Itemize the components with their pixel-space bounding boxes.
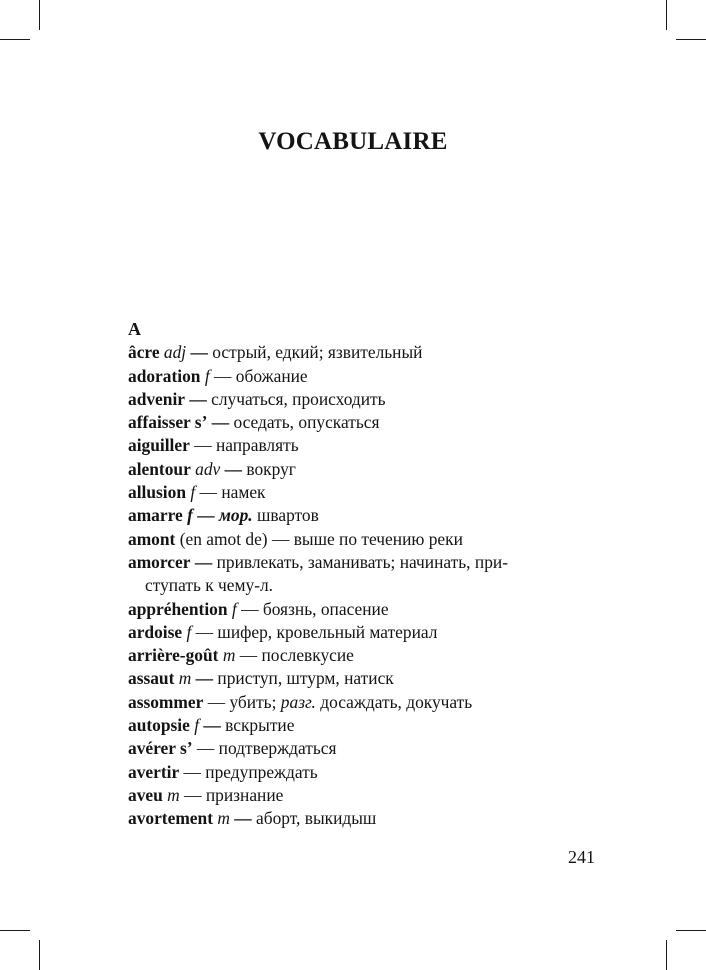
entry-definition: оседать, опускаться bbox=[233, 412, 380, 433]
entry-headword: arrière-goût bbox=[128, 645, 219, 666]
entry-grammar: m bbox=[178, 668, 192, 689]
entry-headword: affaisser s’ bbox=[128, 412, 208, 433]
entry-definition: вокруг bbox=[246, 458, 296, 479]
entry-headword: amont bbox=[128, 528, 176, 549]
entry-headword: avertir bbox=[128, 761, 180, 782]
crop-mark bbox=[666, 0, 667, 30]
entry-definition: подтверждаться bbox=[218, 738, 337, 759]
vocabulary-entry bbox=[128, 528, 588, 551]
vocabulary-entry bbox=[128, 504, 588, 527]
crop-mark bbox=[676, 930, 706, 931]
entry-headword: assaut bbox=[128, 668, 175, 689]
entry-dash: — bbox=[194, 551, 213, 572]
entry-headword: avortement bbox=[128, 808, 213, 829]
entry-headword: allusion bbox=[128, 482, 186, 503]
crop-mark bbox=[0, 930, 30, 931]
vocabulary-entry bbox=[128, 411, 588, 434]
vocabulary-entry bbox=[128, 598, 588, 621]
vocabulary-list bbox=[128, 318, 588, 831]
entry-grammar: f bbox=[190, 482, 196, 503]
entry-definition: шифер, кровельный материал bbox=[217, 621, 438, 642]
entry-grammar: f bbox=[187, 505, 193, 526]
entry-headword: âcre bbox=[128, 342, 160, 363]
crop-mark bbox=[39, 0, 40, 30]
vocabulary-entry bbox=[128, 667, 588, 690]
entry-definition: выше по течению реки bbox=[293, 528, 463, 549]
entry-headword: avérer s’ bbox=[128, 738, 193, 759]
vocabulary-entry bbox=[128, 691, 588, 714]
entry-dash: — bbox=[199, 482, 217, 503]
vocabulary-entry bbox=[128, 365, 588, 388]
entry-dash: — bbox=[271, 528, 290, 549]
vocabulary-entry bbox=[128, 621, 588, 644]
entry-grammar: f bbox=[194, 715, 200, 736]
entry-definition: убить; разг. досаждать, докучать bbox=[229, 691, 473, 712]
page-number: 241 bbox=[568, 847, 595, 867]
vocabulary-entry bbox=[128, 737, 588, 760]
entry-definition: привлекать, заманивать; начинать, при- bbox=[216, 551, 508, 572]
entry-dash: — bbox=[196, 738, 215, 759]
entry-definition: острый, едкий; язвительный bbox=[212, 342, 423, 363]
entry-definition: мор. швартов bbox=[219, 505, 319, 526]
entry-dash: — bbox=[184, 784, 202, 805]
crop-mark bbox=[666, 940, 667, 970]
entry-container bbox=[128, 341, 588, 830]
vocabulary-entry bbox=[128, 434, 588, 457]
entry-definition: приступ, штурм, натиск bbox=[217, 668, 394, 689]
entry-definition: предупреждать bbox=[205, 761, 318, 782]
entry-dash: — bbox=[207, 691, 226, 712]
usage-label: мор. bbox=[219, 505, 253, 526]
entry-dash: — bbox=[234, 808, 252, 829]
entry-grammar: adv bbox=[195, 458, 221, 479]
entry-definition: вскрытие bbox=[225, 715, 295, 736]
entry-dash: — bbox=[203, 715, 221, 736]
entry-dash: — bbox=[195, 668, 214, 689]
entry-headword: amorcer bbox=[128, 551, 191, 572]
entry-headword: advenir bbox=[128, 388, 186, 409]
entry-headword: aiguiller bbox=[128, 435, 190, 456]
page-title: VOCABULAIRE bbox=[258, 128, 448, 155]
entry-headword: alentour bbox=[128, 458, 191, 479]
entry-definition: послевкусие bbox=[261, 645, 354, 666]
entry-definition: боязнь, опасение bbox=[262, 598, 389, 619]
entry-definition: аборт, выкидыш bbox=[256, 808, 377, 829]
entry-dash: — bbox=[195, 621, 214, 642]
entry-dash: — bbox=[241, 598, 259, 619]
entry-dash: — bbox=[211, 412, 230, 433]
entry-grammar: f bbox=[186, 621, 192, 642]
entry-dash: — bbox=[214, 365, 232, 386]
entry-grammar: m bbox=[222, 645, 236, 666]
usage-label: разг. bbox=[280, 691, 316, 712]
vocabulary-entry bbox=[128, 714, 588, 737]
entry-definition: обожание bbox=[235, 365, 308, 386]
vocabulary-entry bbox=[128, 761, 588, 784]
entry-definition: направлять bbox=[215, 435, 299, 456]
entry-continuation: ступать к чему-л. bbox=[145, 575, 274, 596]
crop-mark bbox=[39, 940, 40, 970]
crop-mark bbox=[0, 39, 30, 40]
entry-dash: — bbox=[224, 458, 243, 479]
section-letter: A bbox=[128, 319, 141, 339]
entry-grammar: m bbox=[167, 784, 180, 805]
crop-mark bbox=[676, 39, 706, 40]
vocabulary-entry bbox=[128, 644, 588, 667]
entry-definition: намек bbox=[221, 482, 266, 503]
entry-headword: assommer bbox=[128, 691, 204, 712]
entry-headword: ardoise bbox=[128, 621, 183, 642]
entry-dash: — bbox=[190, 342, 208, 363]
vocabulary-entry bbox=[128, 807, 588, 830]
entry-headword: aveu bbox=[128, 784, 163, 805]
vocabulary-entry bbox=[128, 551, 588, 598]
entry-dash: — bbox=[189, 388, 207, 409]
entry-definition: признание bbox=[205, 784, 284, 805]
vocabulary-entry bbox=[128, 481, 588, 504]
entry-grammar: m bbox=[217, 808, 230, 829]
entry-headword: adoration bbox=[128, 365, 201, 386]
entry-headword: appréhention bbox=[128, 598, 228, 619]
entry-headword: amarre bbox=[128, 505, 183, 526]
entry-dash: — bbox=[239, 645, 258, 666]
vocabulary-entry bbox=[128, 388, 588, 411]
entry-grammar: adj bbox=[163, 342, 187, 363]
entry-dash: — bbox=[197, 505, 215, 526]
entry-definition: случаться, происходить bbox=[211, 388, 386, 409]
entry-grammar: f bbox=[231, 598, 237, 619]
entry-dash: — bbox=[194, 435, 212, 456]
vocabulary-entry bbox=[128, 458, 588, 481]
entry-dash: — bbox=[183, 761, 201, 782]
entry-grammar: (en amot de) bbox=[179, 528, 268, 549]
entry-headword: autopsie bbox=[128, 715, 190, 736]
entry-grammar: f bbox=[204, 365, 210, 386]
vocabulary-entry bbox=[128, 341, 588, 364]
vocabulary-entry bbox=[128, 784, 588, 807]
